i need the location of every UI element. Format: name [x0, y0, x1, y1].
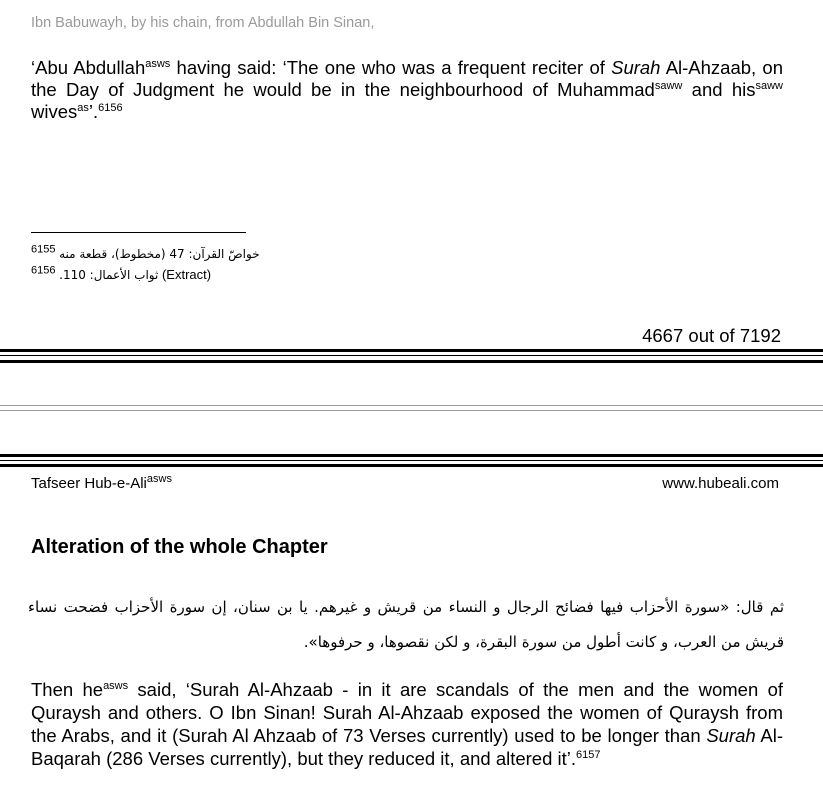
- section-title: Alteration of the whole Chapter: [31, 536, 328, 558]
- page-bottom-rule-thick: [0, 360, 823, 363]
- footnote-separator: [31, 232, 246, 233]
- page-top-rule-thick: [0, 464, 823, 467]
- page-bottom-rule-thick: [0, 349, 823, 352]
- page-counter: 4667 out of 7192: [642, 325, 781, 346]
- page-gap-rule: [0, 405, 823, 406]
- arabic-paragraph: ثم قال: «سورة الأحزاب فيها فضائح الرجال و النساء من قريش و غيرهم. يا بن سنان، إن سورة الأحزاب فضحت نساء قريش من العرب، و كانت أطول من سورة البقرة، و لكن نقصوها، و حرفوها».: [28, 598, 784, 651]
- page-bottom-rule-thin: [0, 355, 823, 356]
- chain-of-narration: Ibn Babuwayh, by his chain, from Abdullah Bin Sinan,: [31, 15, 375, 31]
- running-header-title: Tafseer Hub-e-Ali$^{asws}$: [31, 473, 172, 492]
- running-header-url[interactable]: www.hubeali.com: [662, 475, 779, 492]
- footnote-ref[interactable]: 6157: [576, 748, 601, 761]
- footnote-number: 6155: [31, 243, 56, 256]
- footnote-number: 6156: [31, 264, 56, 277]
- footnote-6156: $^{6156}$ ثواب الأعمال: 110. (Extract): [31, 264, 212, 282]
- footnote-ref[interactable]: 6156: [98, 101, 123, 114]
- page-gap-rule: [0, 410, 823, 411]
- hadith-quote: ‘Abu Abdullah$^{asws}$ having said: ‘The one who was a frequent reciter of Surah Al-Ahzaab, on the Day of Judgment he would be in the neighbourhood of Muhammad$^{saww}$ and his$^{saww}$ wives$^{as}$’.$^{6156}$: [31, 57, 783, 122]
- page-top-rule-thick: [0, 454, 823, 457]
- page-top-rule-thin: [0, 460, 823, 461]
- footnote-6155: $^{6155}$ خواصّ القرآن: 47 (مخطوط)، قطعة منه: [31, 243, 260, 261]
- english-translation: Then $he^{asws}$ said, ‘Surah Al-Ahzaab - in it are scandals of the men and the women of Quraysh and others. O Ibn Sinan! Surah Al-Ahzaab exposed the women of Quraysh from the Arabs, and it (Surah Al Ahzaab of 73 Verses currently) used to be longer than Surah Al-Baqarah (286 Verses currently), but they reduced it, and altered it’.$^{6157}$: [31, 679, 783, 769]
